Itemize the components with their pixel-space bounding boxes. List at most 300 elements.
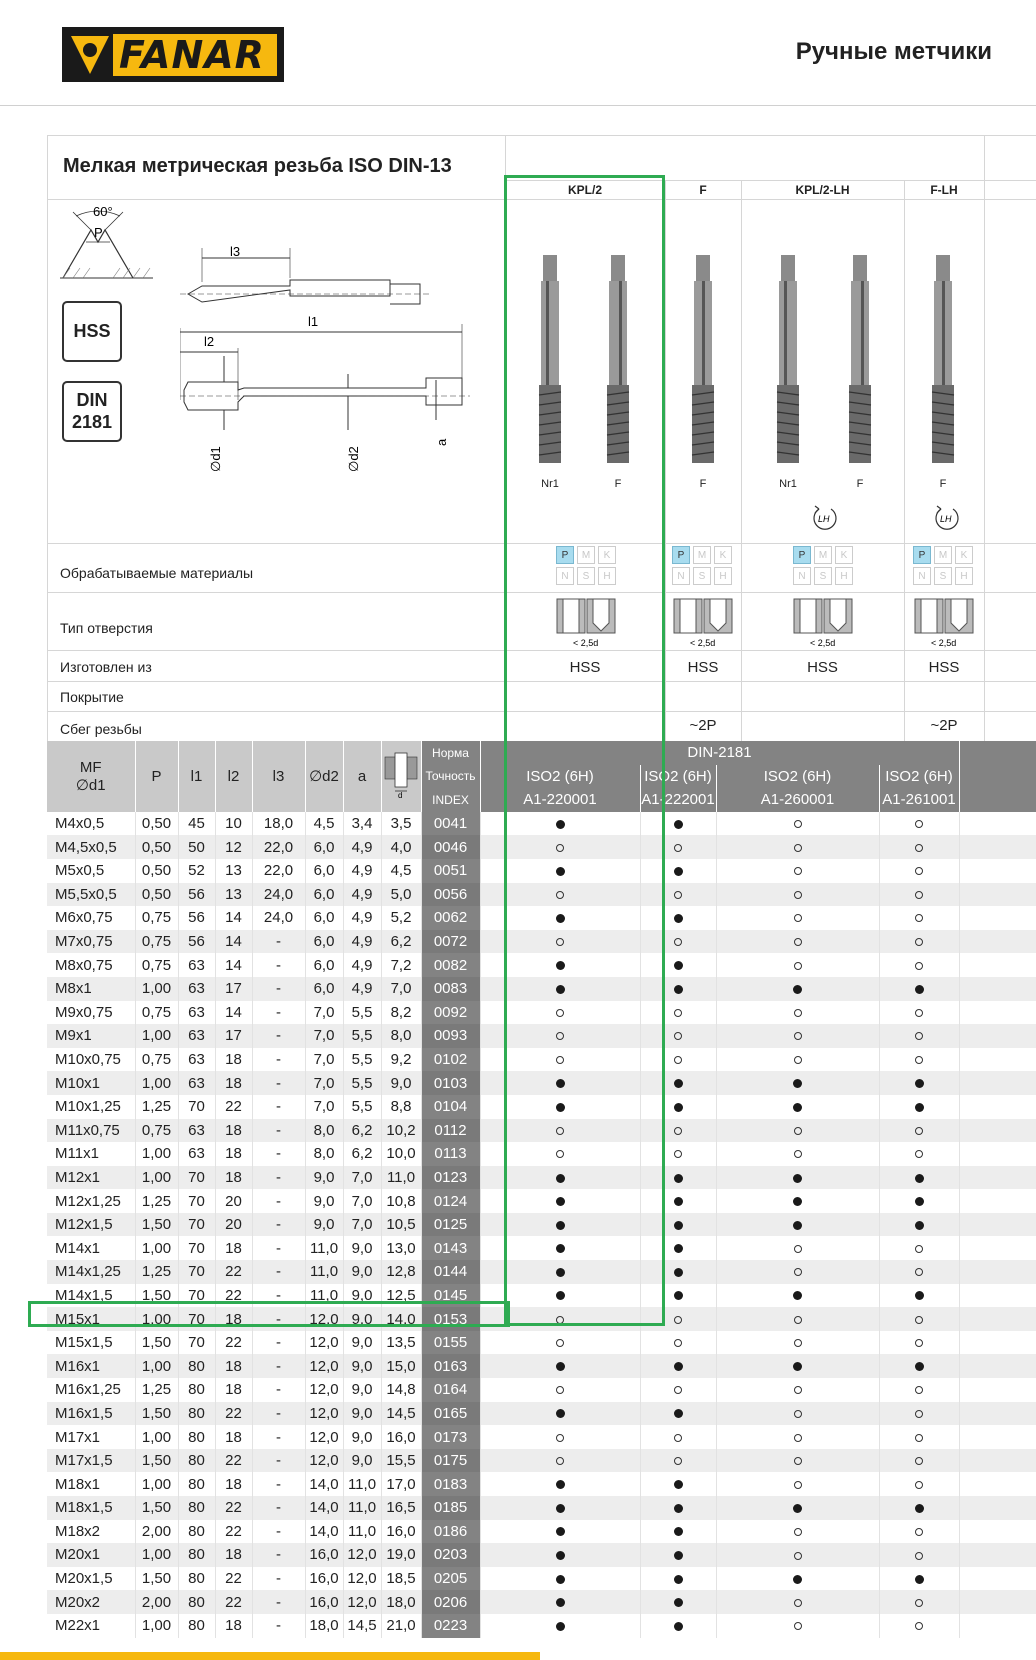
- cell-p: 0,50: [135, 812, 178, 836]
- cell-l3: -: [252, 1119, 305, 1143]
- cell-l3: -: [252, 1449, 305, 1473]
- cell-l3: -: [252, 1307, 305, 1331]
- availability-cell: [716, 859, 879, 883]
- cell-name: M16x1: [47, 1354, 135, 1378]
- cell-a: 7,0: [343, 1189, 381, 1213]
- cell-d: 12,5: [381, 1284, 421, 1308]
- tap-image-kpl2-f: [605, 255, 631, 465]
- material-n: N: [672, 567, 690, 585]
- table-row[interactable]: [47, 977, 1036, 1001]
- blank-cell: [959, 1119, 1036, 1143]
- availability-cell: [480, 1213, 640, 1237]
- header-mf: [47, 741, 135, 812]
- table-row[interactable]: [47, 1331, 1036, 1355]
- cell-l3: -: [252, 1543, 305, 1567]
- availability-cell: [640, 1166, 716, 1190]
- blank-cell: [959, 1071, 1036, 1095]
- availability-cell: [480, 1449, 640, 1473]
- cell-l3: 24,0: [252, 883, 305, 907]
- in-stock-dot-icon: [556, 1598, 565, 1607]
- availability-cell: [879, 1590, 959, 1614]
- hole-depth-label: < 2,5d: [810, 638, 836, 648]
- table-row[interactable]: [47, 1284, 1036, 1308]
- cell-l3: -: [252, 1213, 305, 1237]
- cell-p: 0,75: [135, 953, 178, 977]
- availability-cell: [640, 1496, 716, 1520]
- cell-p: 1,00: [135, 1166, 178, 1190]
- table-row[interactable]: [47, 1472, 1036, 1496]
- cell-d2: 12,0: [305, 1402, 343, 1426]
- availability-cell: [879, 1378, 959, 1402]
- cell-name: M20x1: [47, 1543, 135, 1567]
- table-row[interactable]: [47, 906, 1036, 930]
- made-from-value: HSS: [807, 659, 838, 676]
- made-from-value: HSS: [569, 659, 601, 676]
- in-stock-dot-icon: [674, 1504, 683, 1513]
- cell-l3: -: [252, 953, 305, 977]
- cell-p: 1,25: [135, 1095, 178, 1119]
- header-d1-label: ∅d1: [75, 776, 106, 794]
- availability-cell: [879, 1354, 959, 1378]
- cell-l3: -: [252, 1260, 305, 1284]
- cell-d: 9,0: [381, 1071, 421, 1095]
- table-row[interactable]: [47, 953, 1036, 977]
- availability-cell: [480, 1236, 640, 1260]
- table-row[interactable]: [47, 1048, 1036, 1072]
- on-order-dot-icon: [674, 1457, 682, 1465]
- cell-d2: 12,0: [305, 1307, 343, 1331]
- tap-image-f-lh: [930, 255, 956, 465]
- cell-d: 5,0: [381, 883, 421, 907]
- cell-a: 9,0: [343, 1260, 381, 1284]
- blank-cell: [959, 1496, 1036, 1520]
- cell-name: M8x0,75: [47, 953, 135, 977]
- cell-name: M18x1: [47, 1472, 135, 1496]
- cell-l1: 70: [178, 1284, 215, 1308]
- on-order-dot-icon: [915, 1410, 923, 1418]
- cell-l1: 63: [178, 953, 215, 977]
- cell-l2: 20: [215, 1189, 252, 1213]
- cell-d2: 6,0: [305, 859, 343, 883]
- availability-cell: [640, 1449, 716, 1473]
- in-stock-dot-icon: [674, 1551, 683, 1560]
- cell-a: 4,9: [343, 859, 381, 883]
- availability-cell: [879, 1119, 959, 1143]
- cell-l1: 80: [178, 1520, 215, 1544]
- table-row[interactable]: [47, 1520, 1036, 1544]
- cell-idx: 0056: [421, 883, 480, 907]
- table-row[interactable]: [47, 1567, 1036, 1591]
- availability-cell: [716, 1378, 879, 1402]
- table-row[interactable]: [47, 883, 1036, 907]
- availability-cell: [640, 1590, 716, 1614]
- on-order-dot-icon: [915, 1339, 923, 1347]
- header-tolerance-kpl2-lh: ISO2 (6H): [716, 765, 879, 789]
- cell-idx: 0093: [421, 1024, 480, 1048]
- in-stock-dot-icon: [674, 1598, 683, 1607]
- table-row[interactable]: [47, 835, 1036, 859]
- on-order-dot-icon: [915, 938, 923, 946]
- availability-cell: [480, 1378, 640, 1402]
- availability-cell: [640, 1354, 716, 1378]
- hole-depth-label: < 2,5d: [931, 638, 957, 648]
- availability-cell: [879, 1425, 959, 1449]
- cell-l3: -: [252, 1095, 305, 1119]
- table-row[interactable]: [47, 1307, 1036, 1331]
- cell-a: 9,0: [343, 1284, 381, 1308]
- cell-p: 2,00: [135, 1590, 178, 1614]
- cell-l1: 70: [178, 1213, 215, 1237]
- material-s: S: [814, 567, 832, 585]
- table-row[interactable]: [47, 1142, 1036, 1166]
- availability-cell: [879, 1048, 959, 1072]
- availability-cell: [716, 1142, 879, 1166]
- table-row[interactable]: [47, 859, 1036, 883]
- availability-cell: [879, 835, 959, 859]
- cell-d2: 12,0: [305, 1354, 343, 1378]
- cell-d2: 4,5: [305, 812, 343, 836]
- tap-dimension-drawing: [180, 240, 470, 485]
- cell-name: M6x0,75: [47, 906, 135, 930]
- cell-l3: 22,0: [252, 859, 305, 883]
- thread-runout-value: ~2P: [689, 717, 717, 734]
- availability-cell: [480, 1331, 640, 1355]
- cell-l2: 18: [215, 1236, 252, 1260]
- cell-name: M14x1,5: [47, 1284, 135, 1308]
- on-order-dot-icon: [915, 1481, 923, 1489]
- table-row[interactable]: [47, 1590, 1036, 1614]
- cell-idx: 0163: [421, 1354, 480, 1378]
- cell-d2: 14,0: [305, 1520, 343, 1544]
- material-s: S: [693, 567, 711, 585]
- cell-idx: 0165: [421, 1402, 480, 1426]
- material-p: P: [913, 546, 931, 564]
- table-row[interactable]: [47, 930, 1036, 954]
- cell-idx: 0072: [421, 930, 480, 954]
- on-order-dot-icon: [556, 1457, 564, 1465]
- material-n: N: [793, 567, 811, 585]
- row-label-made-from: Изготовлен из: [60, 659, 152, 675]
- table-row[interactable]: [47, 1260, 1036, 1284]
- table-row[interactable]: [47, 812, 1036, 836]
- material-h: H: [835, 567, 853, 585]
- logo-wordmark: FANAR: [113, 34, 277, 76]
- cell-d: 10,5: [381, 1213, 421, 1237]
- on-order-dot-icon: [915, 1528, 923, 1536]
- in-stock-dot-icon: [674, 1480, 683, 1489]
- availability-cell: [716, 1402, 879, 1426]
- cell-d: 13,0: [381, 1236, 421, 1260]
- availability-cell: [716, 1119, 879, 1143]
- cell-l1: 80: [178, 1567, 215, 1591]
- cell-a: 9,0: [343, 1354, 381, 1378]
- header-l3: l3: [252, 741, 305, 812]
- availability-cell: [480, 1095, 640, 1119]
- in-stock-dot-icon: [674, 1268, 683, 1277]
- cell-d2: 11,0: [305, 1260, 343, 1284]
- cell-l1: 50: [178, 835, 215, 859]
- table-row[interactable]: [47, 1001, 1036, 1025]
- material-k: K: [835, 546, 853, 564]
- cell-d2: 11,0: [305, 1284, 343, 1308]
- cell-l3: -: [252, 1236, 305, 1260]
- cell-d2: 7,0: [305, 1001, 343, 1025]
- table-row[interactable]: [47, 1378, 1036, 1402]
- availability-cell: [879, 1166, 959, 1190]
- header-norm-label: Норма: [421, 741, 480, 765]
- column-header-kpl2: KPL/2: [567, 183, 602, 197]
- cell-a: 5,5: [343, 1071, 381, 1095]
- on-order-dot-icon: [915, 1457, 923, 1465]
- availability-cell: [640, 1142, 716, 1166]
- availability-cell: [480, 1001, 640, 1025]
- l2-label: l2: [204, 334, 215, 349]
- in-stock-dot-icon: [556, 867, 565, 876]
- in-stock-dot-icon: [556, 961, 565, 970]
- d1-label: ∅d1: [208, 446, 223, 472]
- in-stock-dot-icon: [674, 1197, 683, 1206]
- made-from-value: HSS: [687, 659, 719, 676]
- on-order-dot-icon: [794, 1339, 802, 1347]
- in-stock-dot-icon: [674, 1362, 683, 1371]
- blank-cell: [959, 1590, 1036, 1614]
- cell-a: 11,0: [343, 1496, 381, 1520]
- cell-l3: 24,0: [252, 906, 305, 930]
- availability-cell: [879, 1472, 959, 1496]
- availability-cell: [716, 812, 879, 836]
- cell-l1: 80: [178, 1354, 215, 1378]
- availability-cell: [640, 1024, 716, 1048]
- row-label-hole-type: Тип отверстия: [60, 620, 153, 636]
- cell-l2: 22: [215, 1284, 252, 1308]
- cell-l3: -: [252, 1472, 305, 1496]
- availability-cell: [879, 953, 959, 977]
- blank-cell: [959, 1189, 1036, 1213]
- availability-cell: [879, 1449, 959, 1473]
- blank-cell: [959, 1614, 1036, 1638]
- on-order-dot-icon: [794, 914, 802, 922]
- in-stock-dot-icon: [793, 1291, 802, 1300]
- in-stock-dot-icon: [674, 1244, 683, 1253]
- in-stock-dot-icon: [674, 1291, 683, 1300]
- cell-l2: 17: [215, 1024, 252, 1048]
- availability-cell: [716, 1354, 879, 1378]
- availability-cell: [480, 1142, 640, 1166]
- thread-profile-diagram: [58, 206, 158, 282]
- table-row[interactable]: [47, 1402, 1036, 1426]
- on-order-dot-icon: [674, 1032, 682, 1040]
- cell-name: M10x0,75: [47, 1048, 135, 1072]
- cell-l2: 18: [215, 1378, 252, 1402]
- cell-a: 11,0: [343, 1472, 381, 1496]
- in-stock-dot-icon: [674, 1622, 683, 1631]
- tap-image-f: [690, 255, 716, 465]
- on-order-dot-icon: [915, 1127, 923, 1135]
- availability-cell: [716, 1001, 879, 1025]
- cell-idx: 0104: [421, 1095, 480, 1119]
- availability-cell: [716, 1567, 879, 1591]
- availability-cell: [640, 1520, 716, 1544]
- cell-a: 9,0: [343, 1331, 381, 1355]
- table-row[interactable]: [47, 1119, 1036, 1143]
- blank-cell: [959, 859, 1036, 883]
- cell-d: 7,2: [381, 953, 421, 977]
- on-order-dot-icon: [674, 1434, 682, 1442]
- cell-a: 4,9: [343, 930, 381, 954]
- in-stock-dot-icon: [674, 1527, 683, 1536]
- cell-l1: 45: [178, 812, 215, 836]
- table-row[interactable]: [47, 1236, 1036, 1260]
- table-row[interactable]: [47, 1449, 1036, 1473]
- cell-l2: 18: [215, 1071, 252, 1095]
- on-order-dot-icon: [794, 962, 802, 970]
- cell-name: M12x1,25: [47, 1189, 135, 1213]
- cell-d: 16,0: [381, 1425, 421, 1449]
- section-title: Мелкая метрическая резьба ISO DIN-13: [63, 155, 452, 177]
- in-stock-dot-icon: [556, 1504, 565, 1513]
- tap-label-f: F: [856, 478, 864, 490]
- cell-d: 18,0: [381, 1590, 421, 1614]
- blank-cell: [959, 1142, 1036, 1166]
- cell-l1: 52: [178, 859, 215, 883]
- in-stock-dot-icon: [674, 1409, 683, 1418]
- on-order-dot-icon: [556, 1316, 564, 1324]
- cell-l3: -: [252, 977, 305, 1001]
- availability-cell: [716, 1331, 879, 1355]
- column-header-f: F: [699, 183, 707, 197]
- on-order-dot-icon: [794, 1316, 802, 1324]
- in-stock-dot-icon: [674, 1221, 683, 1230]
- cell-d2: 6,0: [305, 906, 343, 930]
- cell-l2: 22: [215, 1095, 252, 1119]
- cell-d2: 18,0: [305, 1614, 343, 1638]
- cell-name: M15x1,5: [47, 1331, 135, 1355]
- in-stock-dot-icon: [556, 914, 565, 923]
- availability-cell: [716, 1236, 879, 1260]
- table-row[interactable]: [47, 1024, 1036, 1048]
- cell-a: 3,4: [343, 812, 381, 836]
- logo-v-icon: [71, 36, 109, 74]
- cell-idx: 0082: [421, 953, 480, 977]
- in-stock-dot-icon: [915, 1362, 924, 1371]
- cell-d: 6,2: [381, 930, 421, 954]
- table-row[interactable]: [47, 1189, 1036, 1213]
- cell-d: 8,2: [381, 1001, 421, 1025]
- cell-d: 15,0: [381, 1354, 421, 1378]
- material-p: P: [672, 546, 690, 564]
- blank-cell: [959, 1567, 1036, 1591]
- blank-cell: [959, 1048, 1036, 1072]
- in-stock-dot-icon: [793, 1197, 802, 1206]
- cell-p: 1,25: [135, 1378, 178, 1402]
- on-order-dot-icon: [556, 844, 564, 852]
- cell-p: 1,00: [135, 1425, 178, 1449]
- material-m: M: [934, 546, 952, 564]
- availability-cell: [640, 953, 716, 977]
- availability-cell: [480, 1614, 640, 1638]
- blank-cell: [959, 812, 1036, 836]
- in-stock-dot-icon: [793, 1221, 802, 1230]
- cell-l2: 18: [215, 1119, 252, 1143]
- availability-cell: [879, 1260, 959, 1284]
- availability-cell: [640, 977, 716, 1001]
- cell-idx: 0175: [421, 1449, 480, 1473]
- cell-d2: 7,0: [305, 1024, 343, 1048]
- cell-l3: -: [252, 1567, 305, 1591]
- in-stock-dot-icon: [915, 1575, 924, 1584]
- header-index-f-lh: A1-261001: [879, 788, 959, 812]
- on-order-dot-icon: [915, 820, 923, 828]
- material-h: H: [714, 567, 732, 585]
- blank-cell: [959, 1001, 1036, 1025]
- availability-cell: [480, 977, 640, 1001]
- bottom-accent-bar: [0, 1652, 540, 1660]
- availability-cell: [879, 1543, 959, 1567]
- availability-cell: [640, 906, 716, 930]
- on-order-dot-icon: [556, 891, 564, 899]
- table-row[interactable]: [47, 1354, 1036, 1378]
- material-s: S: [577, 567, 595, 585]
- cell-name: M14x1,25: [47, 1260, 135, 1284]
- table-row[interactable]: [47, 1425, 1036, 1449]
- cell-idx: 0112: [421, 1119, 480, 1143]
- in-stock-dot-icon: [556, 1268, 565, 1277]
- cell-l3: -: [252, 1189, 305, 1213]
- on-order-dot-icon: [674, 1056, 682, 1064]
- availability-cell: [716, 930, 879, 954]
- in-stock-dot-icon: [793, 1362, 802, 1371]
- din-badge: [62, 381, 122, 442]
- on-order-dot-icon: [915, 1622, 923, 1630]
- blank-cell: [959, 1024, 1036, 1048]
- spec-table-body: [47, 812, 1036, 1638]
- availability-cell: [716, 1071, 879, 1095]
- cell-p: 1,00: [135, 1472, 178, 1496]
- fanar-logo[interactable]: [62, 27, 284, 82]
- hole-depth-label: < 2,5d: [573, 638, 599, 648]
- on-order-dot-icon: [556, 1009, 564, 1017]
- cell-l1: 63: [178, 1048, 215, 1072]
- cell-a: 4,9: [343, 906, 381, 930]
- cell-l2: 20: [215, 1213, 252, 1237]
- availability-cell: [879, 977, 959, 1001]
- blank-cell: [959, 1354, 1036, 1378]
- availability-cell: [879, 1402, 959, 1426]
- header-index-kpl2-lh: A1-260001: [716, 788, 879, 812]
- availability-cell: [716, 1590, 879, 1614]
- material-grid: [793, 546, 857, 588]
- cell-idx: 0164: [421, 1378, 480, 1402]
- cell-d2: 6,0: [305, 835, 343, 859]
- on-order-dot-icon: [556, 1434, 564, 1442]
- table-row[interactable]: [47, 1213, 1036, 1237]
- cell-l3: -: [252, 1071, 305, 1095]
- table-row[interactable]: [47, 1095, 1036, 1119]
- table-row[interactable]: [47, 1496, 1036, 1520]
- table-row[interactable]: [47, 1614, 1036, 1638]
- table-row[interactable]: [47, 1071, 1036, 1095]
- header-tolerance-f-lh: ISO2 (6H): [879, 765, 959, 789]
- din-badge-line1: DIN: [76, 390, 108, 410]
- cell-l3: -: [252, 1142, 305, 1166]
- blank-cell: [959, 1095, 1036, 1119]
- blank-cell: [959, 1307, 1036, 1331]
- table-row[interactable]: [47, 1543, 1036, 1567]
- cell-a: 7,0: [343, 1166, 381, 1190]
- cell-p: 1,00: [135, 1354, 178, 1378]
- table-row[interactable]: [47, 1166, 1036, 1190]
- in-stock-dot-icon: [674, 961, 683, 970]
